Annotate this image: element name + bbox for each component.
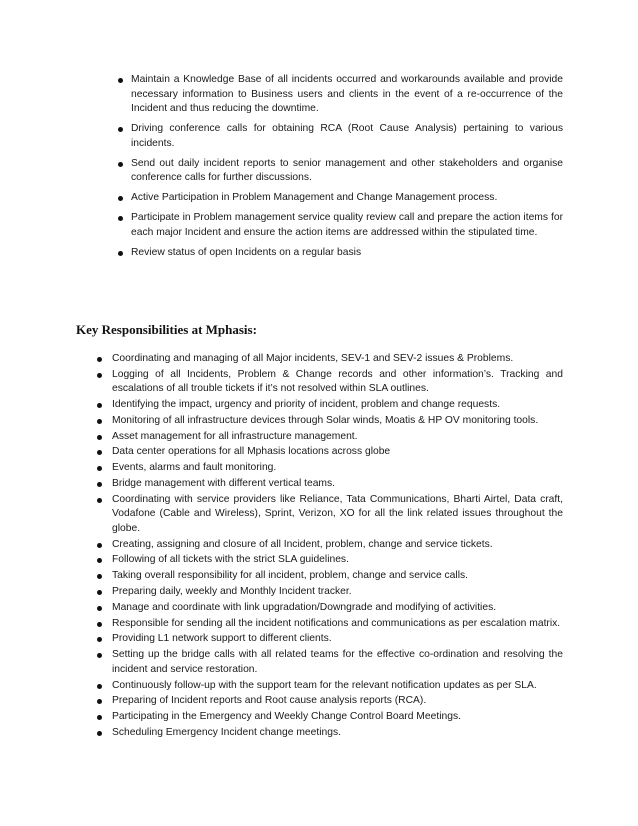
list-item-text: Participating in the Emergency and Weekly Change Control Board Meetings. [112, 711, 461, 723]
bullet-icon [97, 622, 102, 627]
bullet-icon [118, 196, 123, 201]
bullet-icon [97, 699, 102, 704]
bullet-icon [97, 558, 102, 563]
list-item [131, 122, 563, 151]
list-item-text: Responsible for sending all the incident notifications and communications as per escalation matrix. [112, 617, 561, 629]
list-item-text: Bridge management with different vertical teams. [112, 478, 336, 490]
list-item [112, 493, 563, 537]
section-heading: Key Responsibilities at Mphasis: [76, 322, 257, 337]
bullet-icon [97, 419, 102, 424]
list-item-text: Data center operations for all Mphasis locations across globe [112, 446, 391, 458]
bullet-icon [97, 373, 102, 378]
list-item [112, 414, 563, 429]
bullet-icon [97, 482, 102, 487]
bullet-icon [97, 357, 102, 362]
list-item [112, 694, 563, 709]
list-item [112, 445, 563, 460]
list-item [131, 157, 563, 186]
list-item [112, 585, 563, 600]
list-item-text: Coordinating and managing of all Major incidents, SEV-1 and SEV-2 issues & Problems. [112, 353, 514, 364]
list-item-text: Manage and coordinate with link upgradation/Downgrade and modifying of activities. [112, 601, 497, 613]
list-item-text: Setting up the bridge calls with all related teams for the effective co-ordination and resolving the incident and service restoration. [112, 649, 563, 675]
bullet-icon [97, 450, 102, 455]
list-item-text: Maintain a Knowledge Base of all incidents occurred and workarounds available and provide necessary information to Business users and clients in the event of a re-occurrence of the Incident and thus reducing the downtime. [131, 74, 563, 114]
bullet-icon [97, 543, 102, 548]
list-item [112, 430, 563, 445]
bullet-icon [118, 251, 123, 256]
list-item-text: Review status of open Incidents on a regular basis [131, 246, 362, 258]
bullet-icon [97, 637, 102, 642]
list-item-text: Active Participation in Problem Management and Change Management process. [131, 192, 498, 203]
list-item-text: Following of all tickets with the strict SLA guidelines. [112, 554, 349, 566]
list-item [112, 461, 563, 476]
list-item-text: Participate in Problem management service quality review call and prepare the action items for each major Incident and ensure the action items are addressed within the stipulated time. [131, 212, 563, 238]
bullet-icon [97, 403, 102, 408]
bullet-icon [97, 498, 102, 503]
list-item [131, 73, 563, 117]
list-item [112, 538, 563, 553]
list-item-text: Identifying the impact, urgency and priority of incident, problem and change requests. [112, 399, 501, 411]
list-item-text: Preparing of Incident reports and Root cause analysis reports (RCA). [112, 695, 427, 707]
incident-duties-list [131, 73, 563, 266]
list-item [112, 477, 563, 492]
list-item [112, 569, 563, 584]
list-item [112, 352, 563, 367]
bullet-icon [97, 684, 102, 689]
list-item [131, 191, 563, 206]
list-item [112, 617, 563, 632]
bullet-icon [97, 590, 102, 595]
list-item [131, 211, 563, 240]
bullet-icon [97, 574, 102, 579]
list-item [112, 601, 563, 616]
list-item [112, 679, 563, 694]
list-item-text: Send out daily incident reports to senior management and other stakeholders and organise conference calls for further discussions. [131, 157, 563, 183]
bullet-icon [97, 715, 102, 720]
list-item-text: Preparing daily, weekly and Monthly Incident tracker. [112, 586, 352, 598]
list-item [112, 398, 563, 413]
list-item-text: Scheduling Emergency Incident change meetings. [112, 726, 341, 738]
bullet-icon [118, 127, 123, 132]
list-item-text: Continuously follow-up with the support team for the relevant notification updates as per SLA. [112, 679, 537, 691]
bullet-icon [97, 435, 102, 440]
list-item [112, 710, 563, 725]
list-item [112, 553, 563, 568]
list-item [112, 726, 563, 741]
bullet-icon [118, 78, 123, 83]
bullet-icon [97, 731, 102, 736]
bullet-icon [118, 162, 123, 167]
list-item-text: Taking overall responsibility for all incident, problem, change and service calls. [112, 570, 468, 582]
list-item-text: Logging of all Incidents, Problem & Change records and other information’s. Tracking and escalations of all trouble tickets if it’s not resolved within SLA outlines. [112, 368, 563, 395]
bullet-icon [97, 606, 102, 611]
list-item [112, 368, 563, 397]
list-item-text: Driving conference calls for obtaining RCA (Root Cause Analysis) pertaining to various incidents. [131, 123, 563, 149]
bullet-icon [97, 466, 102, 471]
list-item-text: Providing L1 network support to different clients. [112, 633, 332, 645]
bullet-icon [97, 653, 102, 658]
list-item [112, 648, 563, 677]
bullet-icon [118, 216, 123, 221]
list-item-text: Events, alarms and fault monitoring. [112, 462, 277, 474]
key-responsibilities-list [112, 352, 563, 742]
list-item-text: Asset management for all infrastructure management. [112, 430, 358, 442]
list-item-text: Creating, assigning and closure of all Incident, problem, change and service tickets. [112, 538, 493, 550]
list-item [112, 632, 563, 647]
list-item [131, 246, 563, 261]
list-item-text: Coordinating with service providers like Reliance, Tata Communications, Bharti Airtel, Data craft, Vodafone (Cable and Wireless), Sprint, Verizon, XO for all the link related issues throughout the globe. [112, 493, 563, 534]
list-item-text: Monitoring of all infrastructure devices through Solar winds, Moatis & HP OV monitoring tools. [112, 414, 539, 426]
